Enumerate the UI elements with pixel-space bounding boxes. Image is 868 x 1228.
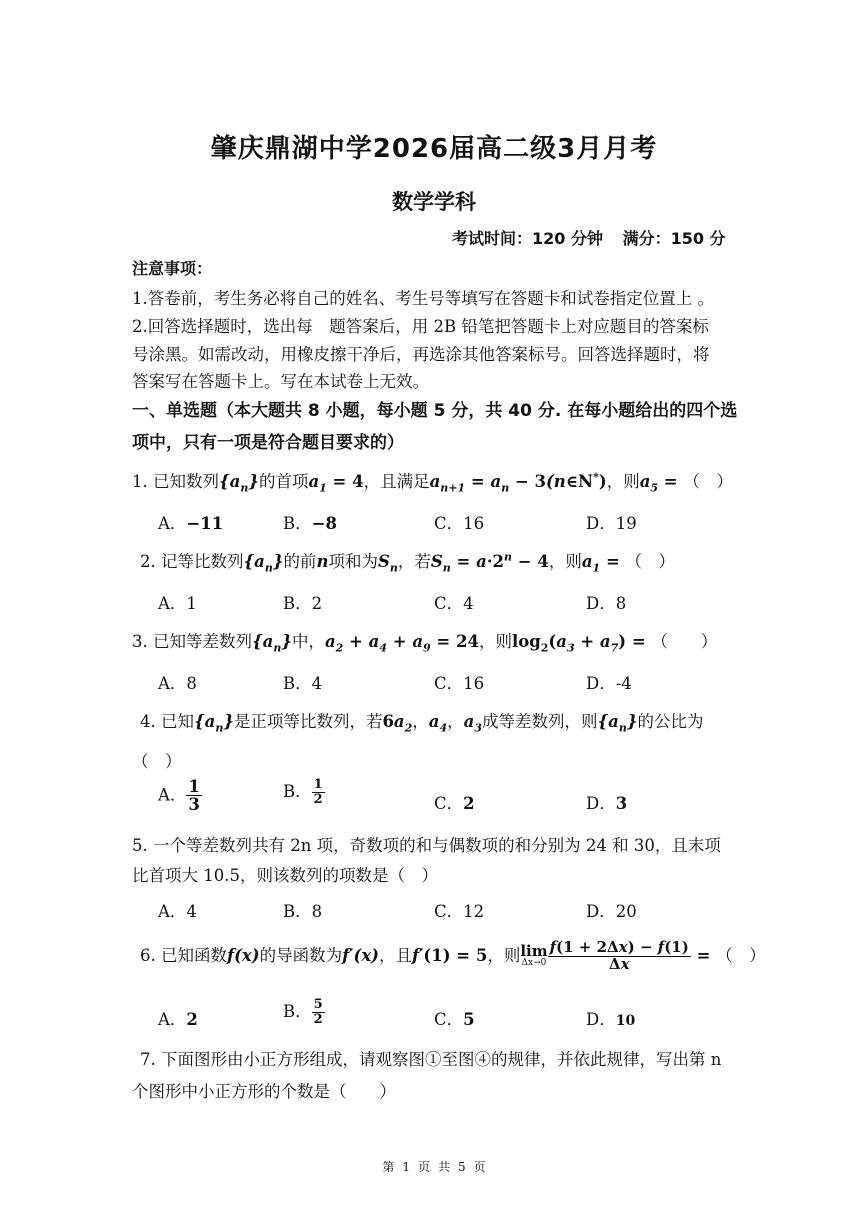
option-b[interactable]: B． $\frac{1}{2}$ (283, 777, 323, 807)
exam-score: 满分：150 分 (622, 229, 726, 248)
option-c[interactable]: C．16 (434, 514, 485, 533)
option-c[interactable]: C．5 (434, 1010, 475, 1029)
question-4-paren: （ ） (132, 752, 182, 771)
option-d[interactable]: D．-4 (586, 674, 632, 693)
option-b[interactable]: B．4 (283, 674, 323, 693)
section-heading: 项中，只有一项是符合题目要求的） (132, 433, 404, 453)
option-c[interactable]: C．4 (434, 594, 474, 613)
option-c[interactable]: C．2 (434, 794, 475, 813)
exam-time: 考试时间：120 分钟 (452, 229, 603, 248)
notice-line: 答案写在答题卡上。写在本试卷上无效。 (132, 372, 429, 391)
option-d[interactable]: D．20 (586, 902, 637, 921)
notice-line: 2.回答选择题时，选出每 题答案后，用 2B 铅笔把答题卡上对应题目的答案标 (132, 317, 709, 336)
exam-info (452, 226, 740, 249)
notice-line: 号涂黑。如需改动，用橡皮擦干净后，再选涂其他答案标号。回答选择题时，将 (132, 345, 710, 364)
page-number: 1 (402, 1160, 410, 1174)
option-a[interactable]: A． $\frac{1}{3}$ (158, 777, 200, 815)
question-7-line2: 个图形中小正方形的个数是（ ） (132, 1082, 396, 1101)
subject-title: 数学学科 (392, 190, 476, 214)
option-b[interactable]: B．2 (283, 594, 323, 613)
question-2: 2. 记等比数列$\{a_n\}$的前n项和为$S_n$，若$S_n = a\cdot 2^n - 4$，则$a_1$ = （ ） (140, 550, 676, 575)
page-footer: 第 1 页 共 5 页 (382, 1160, 486, 1174)
question-7-line1: 7. 下面图形由小正方形组成，请观察图①至图④的规律，并依此规律，写出第 n (140, 1050, 722, 1069)
option-b[interactable]: B．8 (283, 902, 323, 921)
option-a[interactable]: A．8 (158, 674, 197, 693)
option-a[interactable]: A．1 (158, 594, 197, 613)
option-b[interactable]: B．−8 (283, 514, 337, 533)
option-d[interactable]: D．3 (586, 794, 628, 813)
question-6: 6. 已知函数f(x)的导函数为f′(x)，且f′(1) = 5，则 lim Δx→0 $\frac{f(1 + 2\Delta x) - f(1)}{\Delta x}$ = （ ） (140, 938, 766, 973)
option-c[interactable]: C．16 (434, 674, 485, 693)
exam-title: 肇庆鼎湖中学2026届高二级3月月考 (210, 134, 658, 164)
question-4: 4. 已知$\{a_n\}$是正项等比数列，若$6a_2$，$a_4$，$a_3$成等差数列，则$\{a_n\}$的公比为 (140, 712, 704, 735)
question-3: 3. 已知等差数列$\{a_n\}$中，$a_2 + a_4 + a_9 = 24$，则$\log_2(a_3 + a_7)$ = （ ） (132, 632, 718, 655)
option-d[interactable]: D．8 (586, 594, 627, 613)
question-5-line1: 5. 一个等差数列共有 2n 项，奇数项的和与偶数项的和分别为 24 和 30，且末项 (132, 836, 721, 855)
question-5-line2: 比首项大 10.5，则该数列的项数是（ ） (132, 866, 438, 885)
option-c[interactable]: C．12 (434, 902, 485, 921)
notice-heading: 注意事项： (132, 259, 213, 278)
option-a[interactable]: A．2 (158, 1010, 198, 1029)
option-a[interactable]: A．−11 (158, 514, 224, 533)
total-pages: 5 (458, 1160, 466, 1174)
option-b[interactable]: B． $\frac{5}{2}$ (283, 997, 323, 1027)
question-1: 1. 已知数列$\{a_n\}$的首项$a_1 = 4$，且满足$a_{n+1} = a_n$ − 3(n∈N*)，则$a_5$ = （ ） (132, 470, 733, 495)
notice-line: 1.答卷前，考生务必将自己的姓名、考生号等填写在答题卡和试卷指定位置上 。 (132, 289, 714, 308)
option-a[interactable]: A．4 (158, 902, 197, 921)
option-d[interactable]: D．19 (586, 514, 637, 533)
option-d[interactable]: D．10 (586, 1010, 636, 1029)
section-heading: 一、单选题（本大题共 8 小题，每小题 5 分，共 40 分. 在每小题给出的四个选 (132, 401, 738, 421)
